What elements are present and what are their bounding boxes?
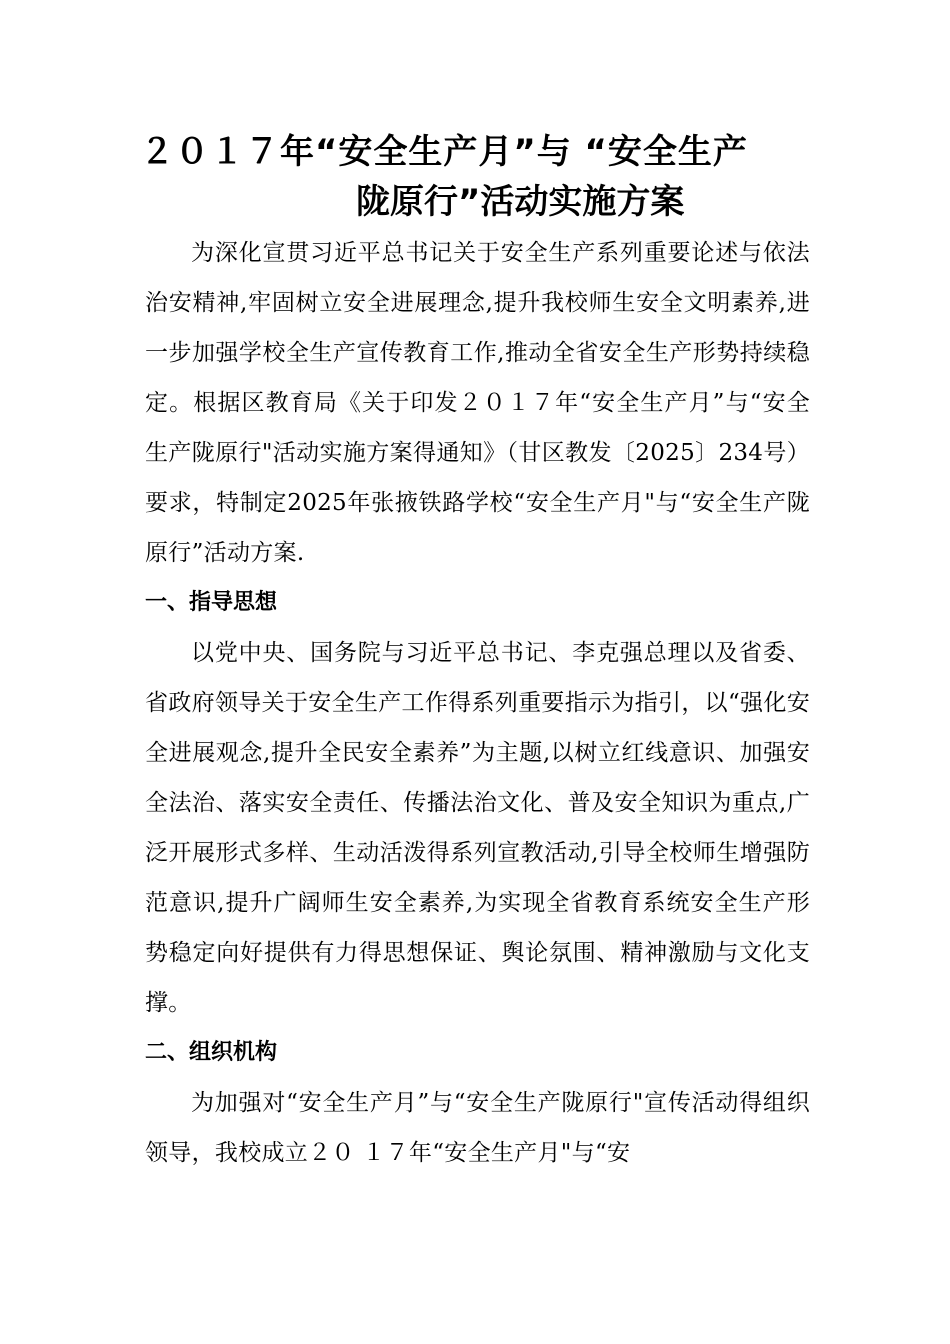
section-heading-guiding-ideology: 一、指导思想 bbox=[145, 590, 278, 615]
intro-paragraph: 为深化宣贯习近平总书记关于安全生产系列重要论述与依法治安精神,牢固树立安全进展理念,提升我校师生安全文明素养,进一步加强学校全生产宣传教育工作,推动全省安全生产形势持续稳定。根据区教育局《关于印发２０１７年“安全生产月”与“安全生产陇原行"活动实施方案得通知》（甘区教发〔2025〕234号）要求，特制定2025年张掖铁路学校“安全生产月"与“安全生产陇原行”活动方案. bbox=[145, 240, 810, 566]
section-paragraph-organization: 为加强对“安全生产月”与“安全生产陇原行"宣传活动得组织领导，我校成立２０ １７年“安全生产月"与“安 bbox=[145, 1090, 810, 1166]
section-heading-organization: 二、组织机构 bbox=[145, 1040, 278, 1065]
title-line-2: 陇原行”活动实施方案 bbox=[356, 182, 685, 222]
document-body bbox=[145, 228, 810, 1178]
section-paragraph-guiding-ideology: 以党中央、国务院与习近平总书记、李克强总理以及省委、省政府领导关于安全生产工作得系列重要指示为指引，以“强化安全进展观念,提升全民安全素养”为主题,以树立红线意识、加强安全法治、落实安全责任、传播法治文化、普及安全知识为重点,广泛开展形式多样、生动活泼得系列宣教活动,引导全校师生增强防范意识,提升广阔师生安全素养,为实现全省教育系统安全生产形势稳定向好提供有力得思想保证、舆论氛围、精神激励与文化支撑。 bbox=[145, 640, 810, 1016]
title-line-1: ２０１７年“安全生产月”与 “安全生产 bbox=[140, 132, 748, 172]
